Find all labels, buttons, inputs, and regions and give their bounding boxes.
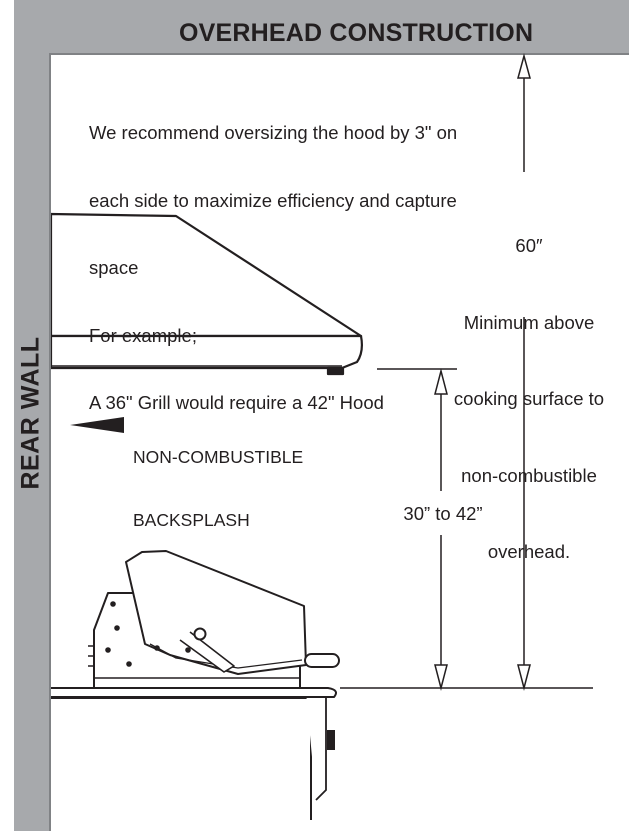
backsplash-line: NON-COMBUSTIBLE [133,447,304,467]
overhead-clearance-line: non-combustible [461,464,597,486]
dim60-bottom-arrowhead [518,665,530,688]
hood-clearance-label: 30” to 42” [403,503,483,524]
grill-rivet [106,648,110,652]
grill-rivet [186,648,190,652]
countertop [51,688,336,697]
control-knob [327,730,335,750]
grill-handle [305,654,339,667]
lid-hinge [195,629,206,640]
counter [51,688,336,820]
note-line: For example; [89,324,197,346]
grill [88,551,339,688]
grill-rivet [115,626,119,630]
backsplash-line: BACKSPLASH [133,510,250,530]
overhead-clearance-value: 60″ [515,235,543,256]
hood-recommendation-note [89,77,457,437]
grill-rivet [155,646,159,650]
rear-wall-label: REAR WALL [16,336,45,490]
dim60-top-arrowhead [518,56,530,78]
backsplash-label [133,405,303,552]
overhead-construction-label: OVERHEAD CONSTRUCTION [179,19,534,47]
note-line: We recommend oversizing the hood by 3" on [89,122,458,143]
grill-rivet [111,602,115,606]
overhead-clearance-label [440,182,618,590]
overhead-clearance-line: overhead. [487,541,571,562]
dim30-bottom-arrowhead [435,665,447,688]
grill-rivet [127,662,131,666]
note-line: A 36" Grill would require a 42" Hood [89,392,384,413]
note-line: each side to maximize efficiency and capture [89,189,457,211]
cabinet [51,698,311,820]
note-line: space [89,257,139,278]
overhead-clearance-line: Minimum above [463,311,595,333]
overhead-clearance-line: cooking surface to [453,388,605,409]
